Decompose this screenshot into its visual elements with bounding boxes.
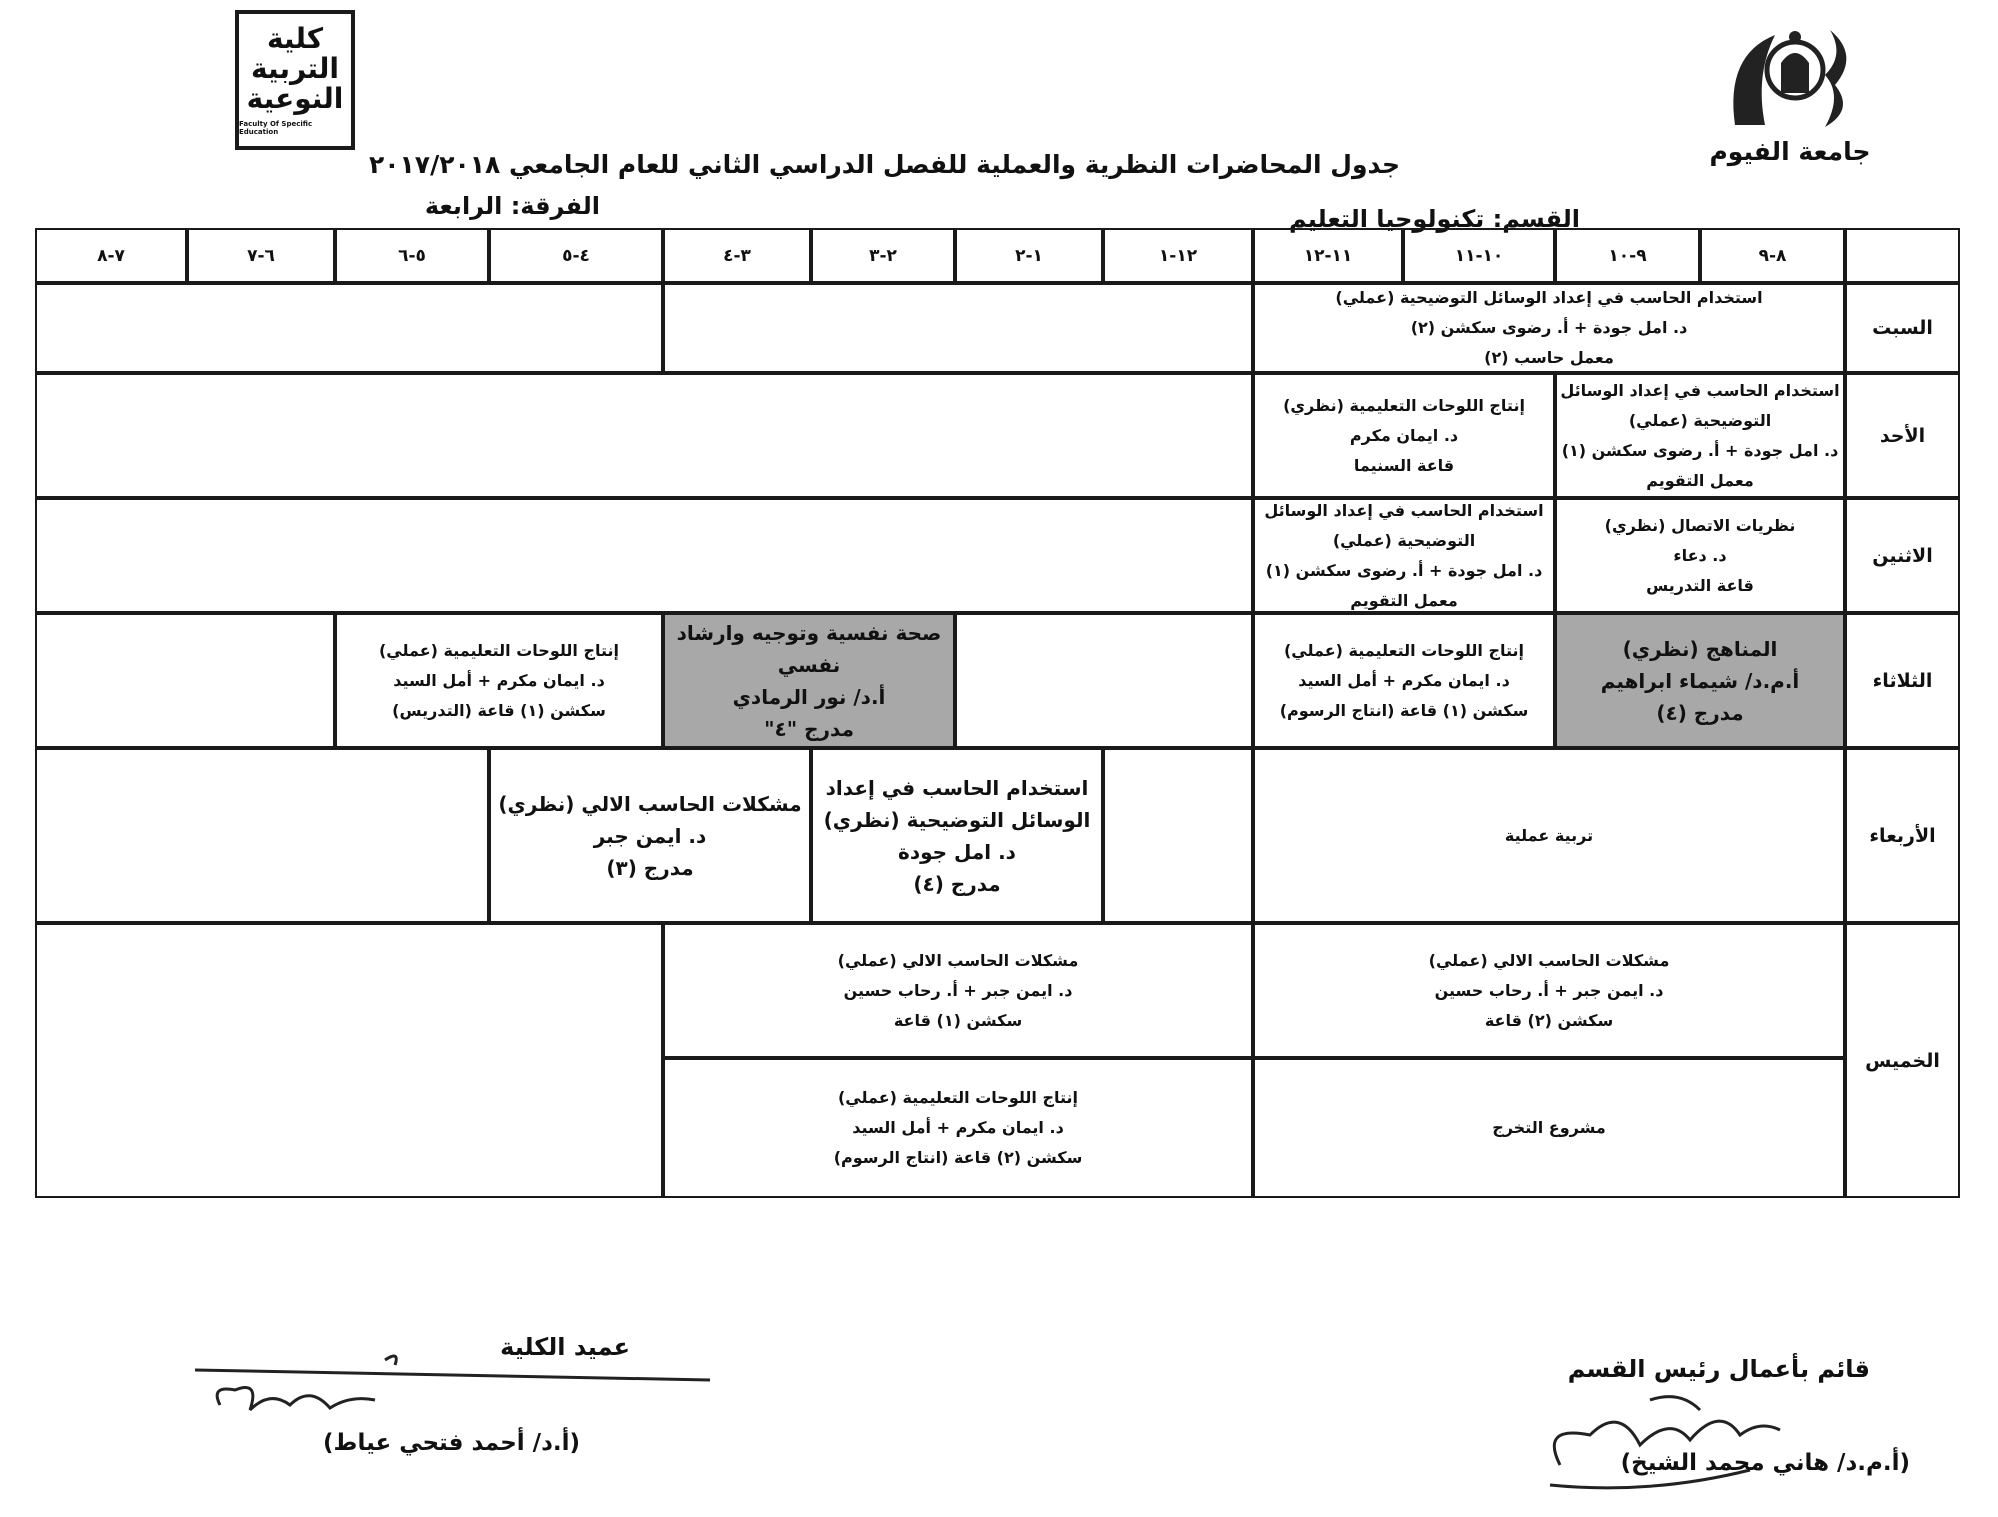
time-slot-header: ٦-٧ [187,228,335,283]
class-line: الوسائل التوضيحية (نظري) [823,807,1091,832]
department-head-signature-scribble [1530,1385,1910,1495]
class-line: معمل التقويم [1350,590,1458,610]
class-line: د. امل جودة + أ. رضوى سكشن (١) [1265,560,1543,580]
time-slot-header: ٣-٤ [663,228,811,283]
class-block [1253,613,1555,748]
class-line: د. امل جودة + أ. رضوى سكشن (٢) [1410,318,1688,337]
class-line: إنتاج اللوحات التعليمية (عملي) [378,640,620,660]
class-line: أ.د/ نور الرمادي [732,684,886,709]
empty-slot [35,373,1253,498]
dean-title: عميد الكلية [500,1333,630,1361]
university-logo [1705,15,1875,185]
class-line: التوضيحية (عملي) [1628,410,1772,430]
empty-slot [35,748,489,923]
class-line: سكشن (١) قاعة (التدريس) [392,700,606,720]
class-block [1555,498,1845,613]
day-header-corner [1845,228,1960,283]
class-block [1555,373,1845,498]
class-block [663,923,1253,1058]
class-block [1253,283,1845,373]
class-block [663,613,955,748]
class-line: سكشن (١) قاعة (انتاج الرسوم) [1279,700,1529,720]
department-head-title: قائم بأعمال رئيس القسم [1567,1355,1870,1383]
schedule-table [35,228,1960,1198]
class-line: نفسي [777,652,841,677]
class-block [1253,748,1845,923]
class-line: التوضيحية (عملي) [1332,530,1476,550]
class-line: د. دعاء [1673,545,1727,565]
empty-slot [35,498,1253,613]
department-head-name: (أ.م.د/ هاني محمد الشيخ) [1620,1450,1910,1476]
class-line: مشكلات الحاسب الالي (عملي) [837,950,1079,970]
class-line: مدرج (٤) [913,871,1001,896]
class-line: معمل حاسب (٢) [1484,348,1614,367]
empty-slot [663,283,1253,373]
class-line: إنتاج اللوحات التعليمية (عملي) [837,1088,1079,1107]
day-label: الأحد [1845,373,1960,498]
class-line: مشكلات الحاسب الالي (نظري) [498,791,802,816]
class-line: سكشن (٢) قاعة [1484,1010,1614,1030]
class-line: صحة نفسية وتوجيه وارشاد [676,620,942,645]
class-line: مدرج (٣) [606,855,694,880]
empty-slot [35,613,335,748]
day-label: الثلاثاء [1845,613,1960,748]
class-line: د. ايمان مكرم [1349,425,1459,445]
class-line: سكشن (١) قاعة [893,1010,1023,1030]
class-line: قاعة السنيما [1353,455,1455,475]
time-slot-header: ٧-٨ [35,228,187,283]
class-block [663,1058,1253,1198]
class-block [1253,1058,1845,1198]
university-logo-text: جامعة الفيوم [1709,137,1871,166]
class-line: د. امل جودة [898,839,1016,864]
class-line: استخدام الحاسب في إعداد الوسائل [1264,500,1544,520]
time-slot-header: ٩-١٠ [1555,228,1700,283]
class-line: د. ايمن جبر + أ. رحاب حسين [843,980,1073,1000]
class-line: استخدام الحاسب في إعداد الوسائل التوضيحية (عملي) [1335,288,1763,307]
dean-signature-block [190,1325,750,1475]
empty-slot [35,283,663,373]
department-head-signature-block [1530,1345,1910,1505]
day-label: الأربعاء [1845,748,1960,923]
class-line: استخدام الحاسب في إعداد الوسائل [1560,380,1840,400]
class-line: د. امل جودة + أ. رضوى سكشن (١) [1561,440,1839,460]
class-line: مدرج (٤) [1656,700,1744,725]
class-line: مدرج "٤" [764,716,854,741]
time-slot-header: ٨-٩ [1700,228,1845,283]
faculty-logo [235,10,355,150]
time-slot-header: ٥-٦ [335,228,489,283]
class-line: إنتاج اللوحات التعليمية (عملي) [1283,640,1525,660]
class-line: مشكلات الحاسب الالي (عملي) [1428,950,1670,970]
dean-name: (أ.د/ أحمد فتحي عياط) [323,1430,580,1456]
class-line: معمل التقويم [1646,470,1754,490]
time-slot-header: ١٢-١ [1103,228,1253,283]
class-block [335,613,663,748]
class-line: أ.م.د/ شيماء ابراهيم [1600,668,1800,693]
time-slot-header: ١٠-١١ [1403,228,1555,283]
class-line: المناهج (نظري) [1622,636,1778,661]
department-label: القسم: تكنولوجيا التعليم [1288,205,1580,233]
class-block [811,748,1103,923]
day-label: الخميس [1845,923,1960,1198]
class-block [1253,373,1555,498]
class-line: د. ايمن جبر [593,823,707,848]
empty-slot [35,923,663,1198]
time-slot-header: ٤-٥ [489,228,663,283]
grade-label: الفرقة: الرابعة [424,192,600,220]
empty-slot [955,613,1253,748]
time-slot-header: ٢-٣ [811,228,955,283]
class-line: مشروع التخرج [1492,1118,1606,1137]
day-label: السبت [1845,283,1960,373]
class-line: د. ايمن جبر + أ. رحاب حسين [1434,980,1664,1000]
class-line: سكشن (٢) قاعة (انتاج الرسوم) [833,1148,1083,1167]
class-block [1253,923,1845,1058]
time-slot-header: ١-٢ [955,228,1103,283]
class-block [1253,498,1555,613]
empty-slot [1103,748,1253,923]
day-label: الاثنين [1845,498,1960,613]
class-line: استخدام الحاسب في إعداد [825,775,1089,800]
class-line: قاعة التدريس [1646,575,1754,595]
class-block [489,748,811,923]
time-slot-header: ١١-١٢ [1253,228,1403,283]
class-line: د. ايمان مكرم + أمل السيد [852,1118,1064,1137]
class-block [1555,613,1845,748]
class-line: د. ايمان مكرم + أمل السيد [393,670,605,690]
class-line: إنتاج اللوحات التعليمية (نظري) [1283,395,1525,415]
faculty-logo-subtext: Faculty Of Specific Education [239,120,313,136]
class-line: تربية عملية [1504,825,1594,845]
faculty-logo-text: كلية التربية النوعية [246,22,344,115]
class-line: نظريات الاتصال (نظري) [1604,515,1796,535]
schedule-title: جدول المحاضرات النظرية والعملية للفصل الدراسي الثاني للعام الجامعي ٢٠١٧/٢٠١٨ [369,150,1400,179]
university-emblem-icon [1715,15,1865,135]
class-line: د. ايمان مكرم + أمل السيد [1298,670,1510,690]
dean-signature-scribble [190,1350,750,1430]
